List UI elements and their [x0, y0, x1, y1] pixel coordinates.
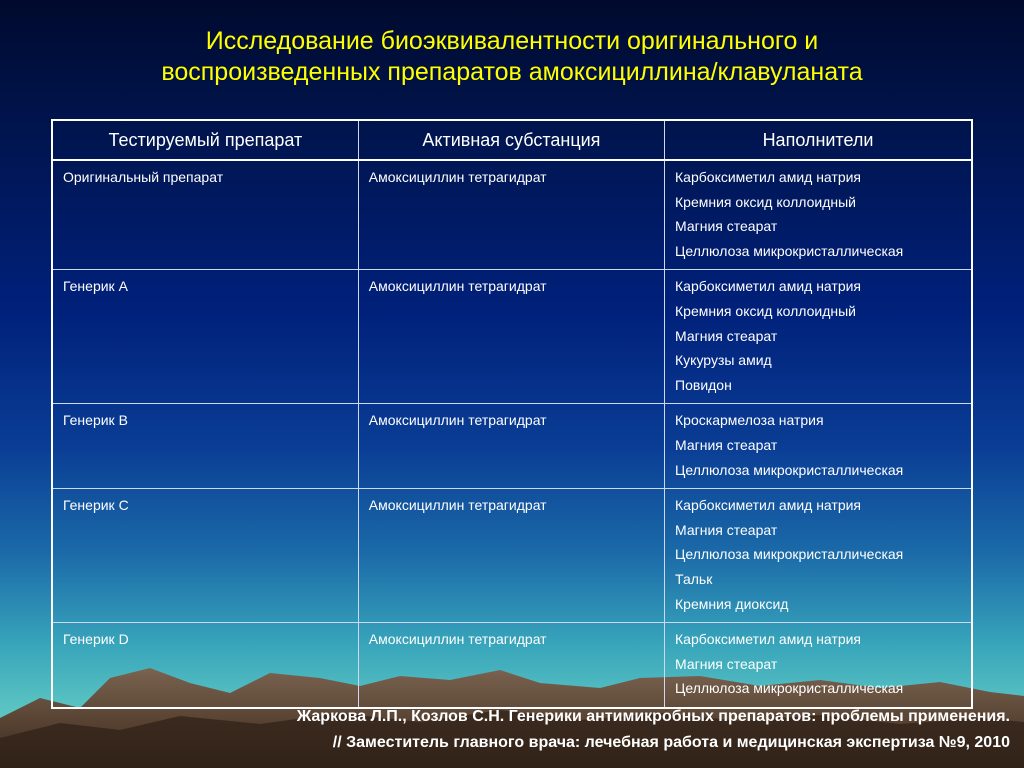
cell-drug: Генерик А — [52, 270, 358, 404]
table-row — [52, 623, 972, 708]
filler-item: Магния стеарат — [675, 655, 778, 672]
filler-item: Целлюлоза микрокристаллическая — [675, 680, 904, 697]
filler-item: Кроскармелоза натрия — [675, 412, 824, 429]
table-row — [52, 270, 972, 404]
cell-drug: Оригинальный препарат — [52, 160, 358, 270]
cell-fillers — [665, 489, 972, 623]
slide-title-line: воспроизведенных препаратов амоксициллина/клавуланата — [161, 58, 863, 86]
filler-item: Карбоксиметил амид натрия — [675, 631, 862, 648]
filler-item: Кремния оксид коллоидный — [675, 193, 856, 210]
cell-substance: Амоксициллин тетрагидрат — [358, 489, 664, 623]
filler-item: Целлюлоза микрокристаллическая — [675, 242, 904, 259]
cell-drug: Генерик С — [52, 489, 358, 623]
header-tested-drug: Тестируемый препарат — [52, 120, 358, 160]
header-active-substance: Активная субстанция — [358, 120, 664, 160]
excipients-table — [51, 119, 973, 709]
source-citation — [0, 704, 1010, 756]
filler-item: Кукурузы амид — [675, 352, 772, 369]
table-row — [52, 160, 972, 270]
cell-substance: Амоксициллин тетрагидрат — [358, 404, 664, 489]
filler-item: Кремния диоксид — [675, 595, 789, 612]
filler-item: Целлюлоза микрокристаллическая — [675, 461, 904, 478]
slide-title — [0, 26, 1024, 88]
cell-fillers — [665, 270, 972, 404]
cell-substance: Амоксициллин тетрагидрат — [358, 623, 664, 708]
citation-line: Жаркова Л.П., Козлов С.Н. Генерики антимикробных препаратов: проблемы применения. — [296, 708, 1010, 725]
slide-title-line: Исследование биоэквивалентности оригинального и — [205, 27, 819, 55]
filler-item: Целлюлоза микрокристаллическая — [675, 546, 904, 563]
filler-item: Карбоксиметил амид натрия — [675, 169, 862, 185]
filler-item: Тальк — [675, 570, 713, 587]
filler-item: Магния стеарат — [675, 436, 778, 453]
filler-item: Магния стеарат — [675, 521, 778, 538]
filler-item: Магния стеарат — [675, 218, 778, 235]
cell-substance: Амоксициллин тетрагидрат — [358, 160, 664, 270]
table-row — [52, 489, 972, 623]
table-header-row — [52, 120, 972, 160]
filler-item: Карбоксиметил амид натрия — [675, 497, 862, 514]
filler-item: Магния стеарат — [675, 327, 778, 344]
filler-item: Повидон — [675, 376, 732, 393]
cell-drug: Генерик В — [52, 404, 358, 489]
cell-fillers — [665, 623, 972, 708]
cell-substance: Амоксициллин тетрагидрат — [358, 270, 664, 404]
cell-drug: Генерик D — [52, 623, 358, 708]
header-fillers: Наполнители — [665, 120, 972, 160]
cell-fillers — [665, 404, 972, 489]
filler-item: Кремния оксид коллоидный — [675, 302, 856, 319]
cell-fillers — [665, 160, 972, 270]
table-row — [52, 404, 972, 489]
citation-line: // Заместитель главного врача: лечебная работа и медицинская экспертиза №9, 2010 — [332, 734, 1010, 751]
filler-item: Карбоксиметил амид натрия — [675, 278, 862, 295]
